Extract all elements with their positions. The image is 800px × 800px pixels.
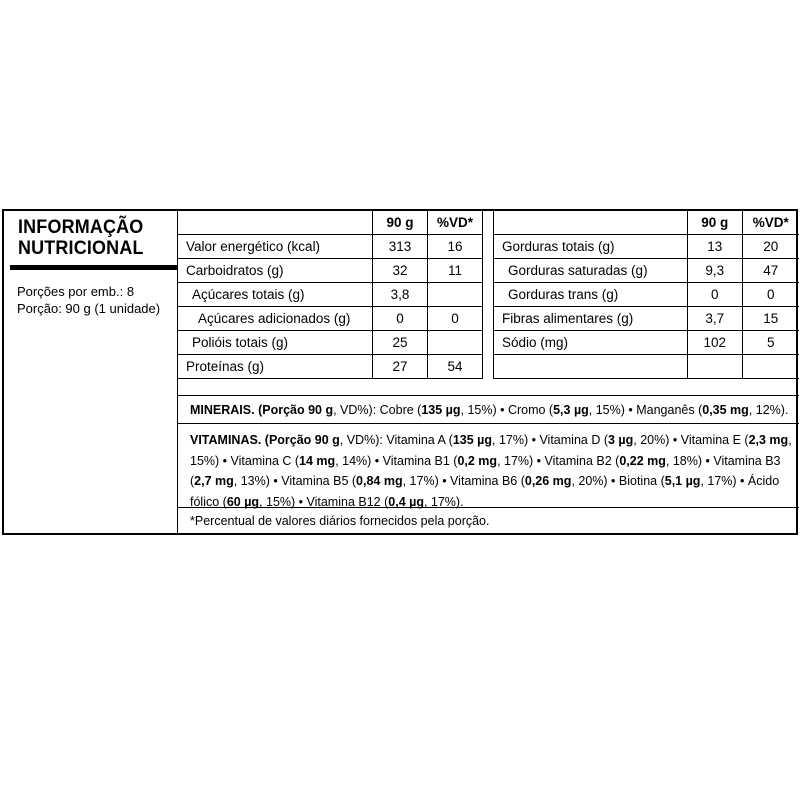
- mineral-value: 135 µg: [421, 403, 461, 417]
- table-row: [178, 307, 483, 331]
- vitamin-value: 14 mg: [299, 453, 336, 468]
- minerals-text: , 15%) • Manganês (: [588, 403, 703, 417]
- nutrient-amount: 3,7: [687, 307, 742, 331]
- nutrient-label: Fibras alimentares (g): [494, 307, 688, 331]
- nutrient-amount: 102: [687, 331, 742, 355]
- nutrient-amount: [687, 355, 742, 379]
- nutrient-label: Carboidratos (g): [178, 259, 373, 283]
- nutrient-amount: 13: [687, 235, 742, 259]
- vitamins-text: , 17%) • Vitamina D (: [492, 433, 608, 447]
- minerals-text: , 12%).: [748, 403, 789, 417]
- table-header-row: [178, 211, 483, 235]
- nutrient-amount: 313: [373, 235, 428, 259]
- nutrient-dv: 20: [742, 235, 799, 259]
- vitamins-text: , 14%) • Vitamina B1 (: [335, 453, 458, 468]
- table-row: [178, 331, 483, 355]
- nutrient-amount: 27: [373, 355, 428, 379]
- vitamin-value: 0,26 mg: [524, 474, 572, 488]
- vitamin-value: 2,3 mg: [748, 433, 789, 447]
- vitamin-value: 3 µg: [608, 433, 634, 447]
- nutrient-label: Polióis totais (g): [178, 331, 373, 355]
- vitamins-section: [178, 423, 799, 507]
- table-row: [494, 259, 800, 283]
- table-header-row: [494, 211, 800, 235]
- nutrient-panel: [177, 211, 799, 533]
- nutrient-dv: [428, 331, 483, 355]
- nutrient-label: Gorduras totais (g): [494, 235, 688, 259]
- vitamins-text: , 17%) • Vitamina B6 (: [402, 474, 525, 488]
- nutrient-amount: 0: [373, 307, 428, 331]
- nutrient-dv: [742, 355, 799, 379]
- footnote: *Percentual de valores diários fornecidos pela porção.: [178, 507, 799, 533]
- nutrient-dv: [428, 283, 483, 307]
- nutrient-dv: 16: [428, 235, 483, 259]
- table-row: [178, 259, 483, 283]
- nutrient-label: [494, 355, 688, 379]
- nutrient-dv: 11: [428, 259, 483, 283]
- vitamins-portion: (Porção 90 g: [264, 433, 340, 447]
- nutrient-dv: 0: [428, 307, 483, 331]
- nutrient-label: Açúcares totais (g): [178, 283, 373, 307]
- header-dv: %VD*: [428, 211, 483, 235]
- table-row: [494, 235, 800, 259]
- nutrient-label: Açúcares adicionados (g): [178, 307, 373, 331]
- vitamin-value: 0,4 µg: [388, 494, 424, 509]
- table-row: [178, 283, 483, 307]
- vitamins-text: , 20%) • Biotina (: [571, 474, 665, 488]
- minerals-portion: (Porção 90 g: [258, 403, 334, 417]
- vitamins-text: , 17%) • Ácido fólico (: [190, 474, 780, 509]
- nutrient-label: Gorduras saturadas (g): [494, 259, 688, 283]
- vitamins-text: , 15%) • Vitamina B12 (: [259, 494, 389, 509]
- nutrition-facts-label: [2, 209, 798, 535]
- nutrient-label: Proteínas (g): [178, 355, 373, 379]
- header-amount: 90 g: [687, 211, 742, 235]
- table-row: [494, 331, 800, 355]
- vitamins-text: , 15%) • Vitamina C (: [190, 433, 792, 468]
- minerals-heading: MINERAIS.: [190, 403, 255, 417]
- vitamin-value: 5,1 µg: [664, 474, 701, 488]
- serving-size: Porção: 90 g (1 unidade): [17, 301, 161, 316]
- vitamin-value: 60 µg: [226, 494, 260, 509]
- vitamin-value: 0,22 mg: [619, 453, 666, 468]
- vitamin-value: 135 µg: [452, 433, 492, 447]
- nutrient-table-left: [178, 211, 483, 379]
- title-line-1: INFORMAÇÃO: [18, 216, 144, 238]
- nutrient-dv: 15: [742, 307, 799, 331]
- nutrient-table-right: [493, 211, 799, 379]
- nutrient-label: Valor energético (kcal): [178, 235, 373, 259]
- minerals-section: [178, 395, 799, 423]
- vitamin-value: 2,7 mg: [194, 474, 234, 488]
- minerals-text: , 15%) • Cromo (: [460, 403, 554, 417]
- mineral-value: 0,35 mg: [702, 403, 749, 417]
- nutrient-amount: 25: [373, 331, 428, 355]
- title-rule: [10, 265, 178, 270]
- nutrient-amount: 3,8: [373, 283, 428, 307]
- title-line-2: NUTRICIONAL: [18, 237, 144, 259]
- servings-per-package: Porções por emb.: 8: [17, 284, 135, 299]
- vitamins-text: , VD%): Vitamina A (: [339, 433, 453, 447]
- nutrient-amount: 32: [373, 259, 428, 283]
- label-title: [18, 217, 144, 259]
- table-row: [494, 283, 800, 307]
- nutrient-dv: 54: [428, 355, 483, 379]
- servings-info: [17, 283, 160, 317]
- vitamins-text: , 17%) • Vitamina B2 (: [497, 453, 620, 468]
- vitamins-text: , 17%).: [423, 494, 464, 509]
- header-dv: %VD*: [742, 211, 799, 235]
- table-row: [178, 355, 483, 379]
- nutrient-dv: 5: [742, 331, 799, 355]
- nutrient-amount: 0: [687, 283, 742, 307]
- nutrient-label: Sódio (mg): [494, 331, 688, 355]
- table-row: [494, 355, 800, 379]
- nutrient-dv: 47: [742, 259, 799, 283]
- nutrient-dv: 0: [742, 283, 799, 307]
- vitamins-text: , 20%) • Vitamina E (: [633, 433, 749, 447]
- vitamin-value: 0,2 mg: [457, 453, 498, 468]
- vitamins-heading: VITAMINAS.: [190, 433, 262, 447]
- vitamins-text: , 13%) • Vitamina B5 (: [233, 474, 357, 488]
- vitamins-text: , 18%) • Vitamina B3 (: [190, 453, 781, 488]
- label-header-panel: [4, 211, 178, 533]
- minerals-text: , VD%): Cobre (: [333, 403, 422, 417]
- header-blank: [494, 211, 688, 235]
- table-row: [178, 235, 483, 259]
- mineral-value: 5,3 µg: [553, 403, 589, 417]
- nutrient-label: Gorduras trans (g): [494, 283, 688, 307]
- header-blank: [178, 211, 373, 235]
- table-row: [494, 307, 800, 331]
- vitamin-value: 0,84 mg: [356, 474, 403, 488]
- nutrient-amount: 9,3: [687, 259, 742, 283]
- header-amount: 90 g: [373, 211, 428, 235]
